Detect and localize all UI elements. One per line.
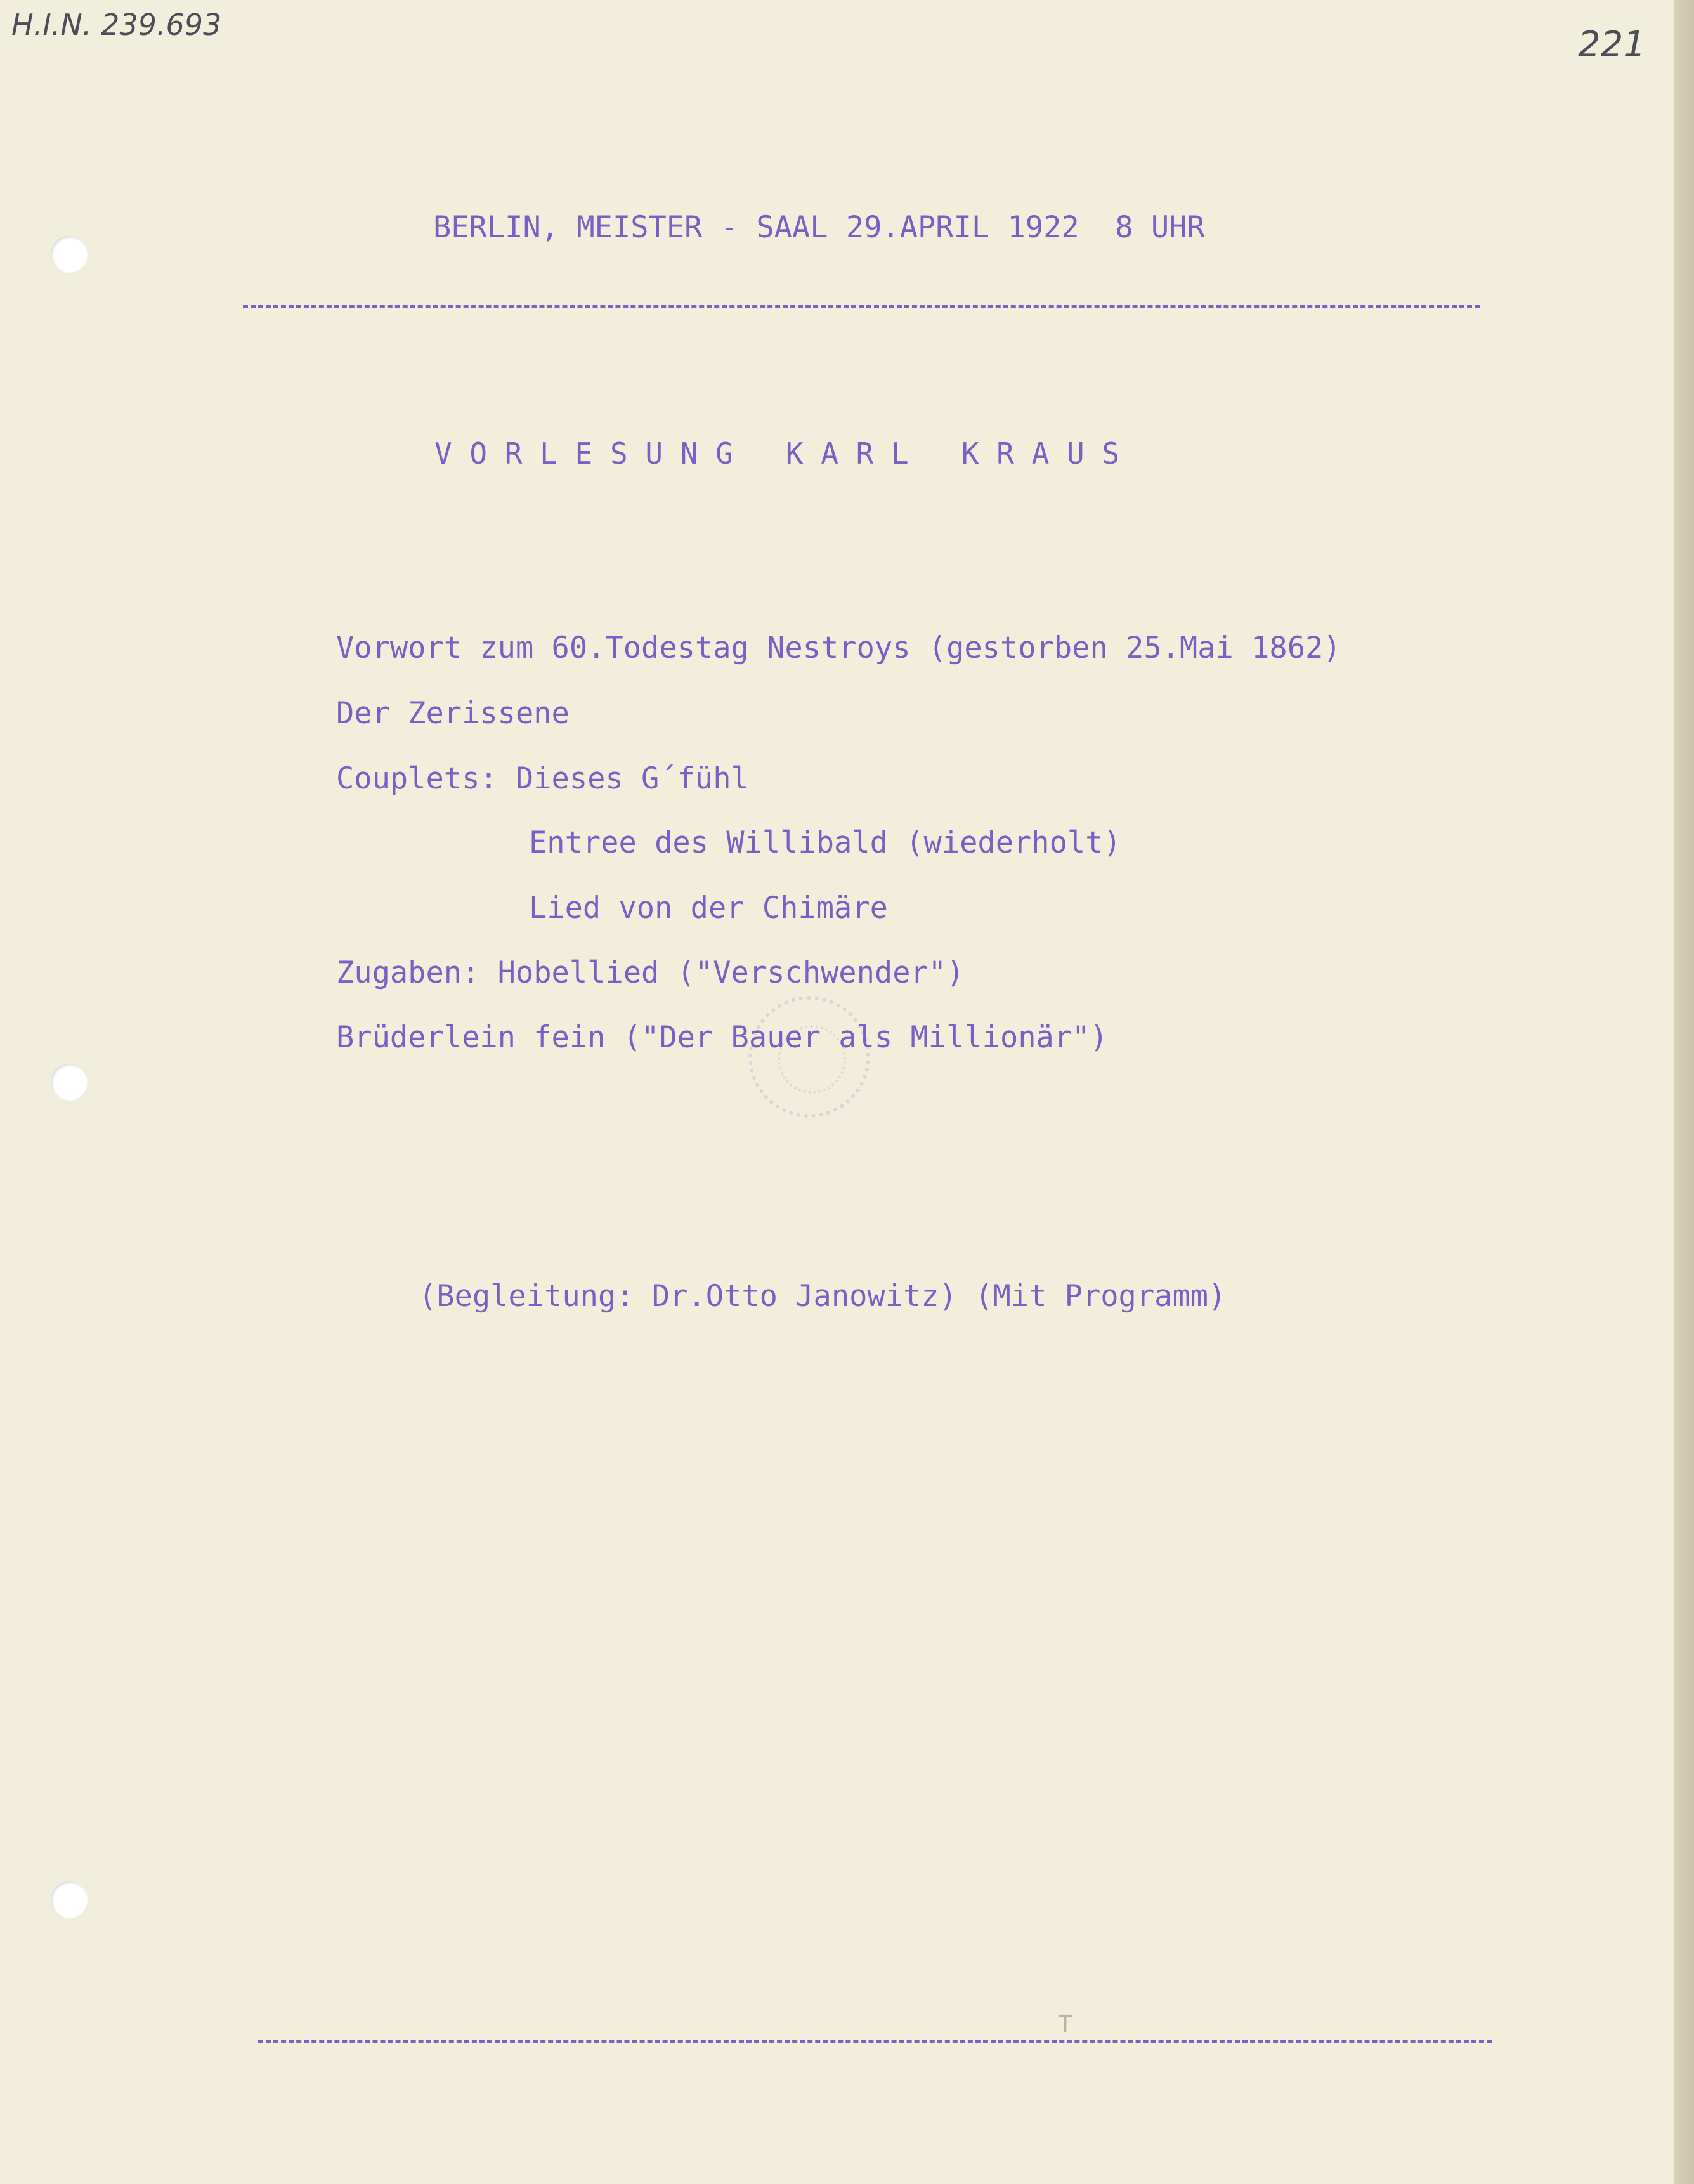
accompaniment-note: (Begleitung: Dr.Otto Janowitz) (Mit Programm) [419, 1279, 1227, 1314]
page-number: 221 [1578, 24, 1646, 65]
bottom-mark: T [1058, 2010, 1072, 2038]
program-item: Der Zerissene [336, 696, 570, 731]
library-stamp [748, 996, 870, 1118]
footer-rule [258, 2040, 1492, 2043]
program-item: Vorwort zum 60.Todestag Nestroys (gestorben 25.Mai 1862) [336, 631, 1341, 665]
punch-hole-bottom [51, 1881, 88, 1918]
header-rule [243, 305, 1480, 308]
program-item: Entree des Willibald (wiederholt) [529, 825, 1121, 860]
program-item: Zugaben: Hobellied ("Verschwender") [336, 955, 965, 990]
program-item: Brüderlein fein ("Der Bauer als Millionär") [336, 1020, 1108, 1055]
punch-hole-top [51, 236, 88, 273]
punch-hole-middle [51, 1064, 88, 1101]
program-item: Lied von der Chimäre [529, 891, 888, 925]
document-title: V O R L E S U N G K A R L K R A U S [434, 436, 1120, 471]
library-stamp-inner [778, 1025, 846, 1094]
archive-shelfmark: H.I.N. 239.693 [11, 8, 222, 42]
program-item: Couplets: Dieses G´fühl [336, 761, 749, 796]
venue-line: BERLIN, MEISTER - SAAL 29.APRIL 1922 8 UHR [433, 210, 1205, 245]
paper-edge [1674, 0, 1694, 2184]
